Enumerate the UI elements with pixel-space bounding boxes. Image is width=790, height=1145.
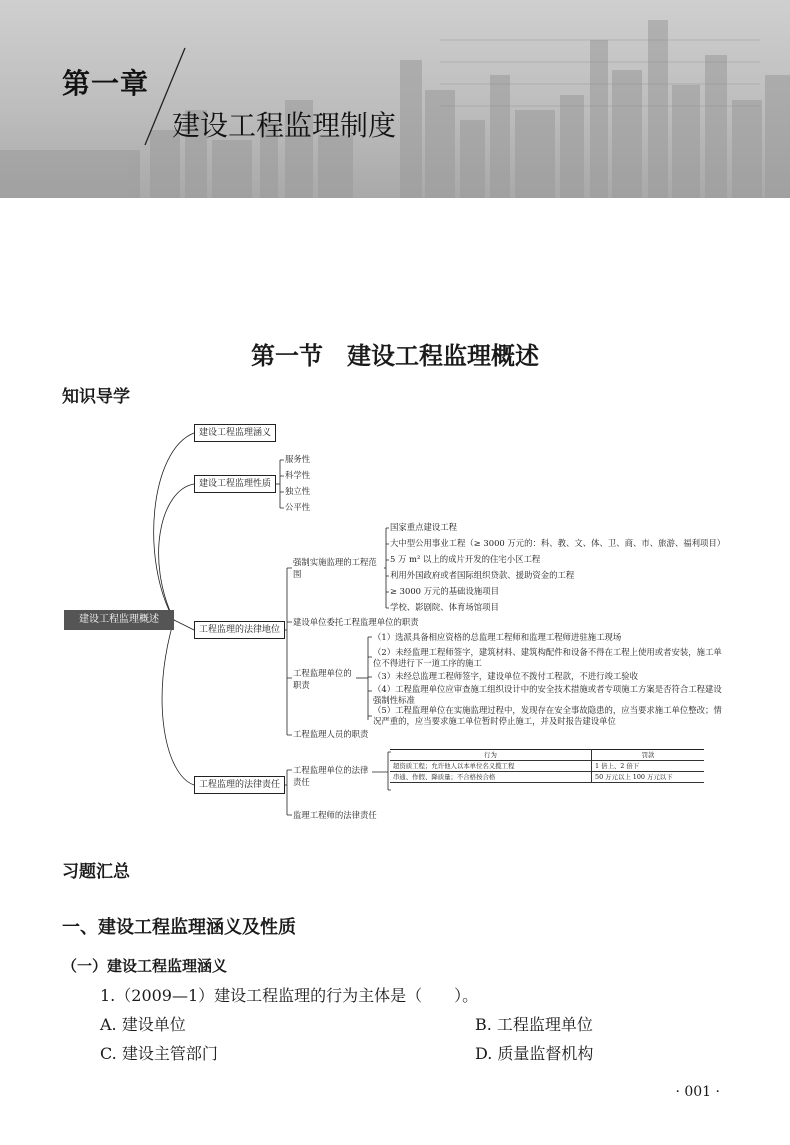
scope-item: 5 万 m² 以上的成片开发的住宅小区工程	[390, 554, 541, 564]
table-cell: 串通、作假、降质量；不合格按合格	[390, 772, 592, 783]
mindmap-root: 建设工程监理概述	[64, 610, 174, 630]
penalty-table	[390, 749, 704, 783]
nature-item: 公平性	[285, 502, 311, 512]
question-stem: 1.（2009—1）建设工程监理的行为主体是（ ）。	[100, 986, 479, 1005]
table-header-cell: 行为	[390, 750, 592, 761]
table-cell: 1 倍上、2 倍下	[592, 761, 705, 772]
unit-liability-label: 工程监理单位的法律责任	[293, 765, 369, 787]
scope-item: 利用外国政府或者国际组织贷款、援助资金的工程	[390, 570, 575, 580]
nature-item: 独立性	[285, 486, 311, 496]
page-number: · 001 ·	[675, 1084, 720, 1100]
entrust-duty: 建设单位委托工程监理单位的职责	[293, 617, 419, 627]
node-liability: 工程监理的法律责任	[194, 776, 285, 794]
knowledge-guide-heading: 知识导学	[62, 387, 130, 407]
personnel-duty: 工程监理人员的职责	[293, 729, 369, 739]
table-cell: 超资质工程；允许他人以本单位名义揽工程	[390, 761, 592, 772]
table-header-cell: 罚款	[592, 750, 705, 761]
table-header-row	[390, 750, 704, 761]
node-meaning: 建设工程监理涵义	[194, 424, 276, 442]
scope-item: 国家重点建设工程	[390, 522, 457, 532]
scope-item: 学校、影剧院、体育场馆项目	[390, 602, 499, 612]
scope-item: 大中型公用事业工程（≥ 3000 万元的：科、教、文、体、卫、商、市、旅游、福利项目）	[390, 538, 726, 548]
unit-duty-item: （5）工程监理单位在实施监理过程中，发现存在安全事故隐患的，应当要求施工单位整改；情况严重的，应当要求施工单位暂时停止施工，并及时报告建设单位	[373, 705, 722, 726]
option-b: B. 工程监理单位	[475, 1015, 593, 1034]
nature-item: 服务性	[285, 454, 311, 464]
section-title: 第一节 建设工程监理概述	[251, 342, 539, 370]
chapter-title: 建设工程监理制度	[172, 109, 397, 142]
unit-duty-item: （2）未经监理工程师签字，建筑材料、建筑构配件和设备不得在工程上使用或者安装，施工单位不得进行下一道工序的施工	[373, 647, 722, 668]
unit-duty-item: （3）未经总监理工程师签字，建设单位不拨付工程款，不进行竣工验收	[373, 671, 638, 681]
sub-heading: （一）建设工程监理涵义	[62, 957, 228, 975]
node-legal-status: 工程监理的法律地位	[194, 621, 285, 639]
option-a: A. 建设单位	[100, 1015, 186, 1034]
option-c: C. 建设主管部门	[100, 1044, 218, 1063]
unit-duty-item: （4）工程监理单位应审查施工组织设计中的安全技术措施或者专项施工方案是否符合工程建设强制性标准	[373, 684, 722, 705]
table-cell: 50 万元以上 100 万元以下	[592, 772, 705, 783]
table-row	[390, 761, 704, 772]
part-heading: 一、建设工程监理涵义及性质	[62, 917, 296, 938]
unit-duties-label: 工程监理单位的职责	[293, 668, 352, 690]
option-d: D. 质量监督机构	[475, 1044, 594, 1063]
nature-item: 科学性	[285, 470, 311, 480]
node-nature: 建设工程监理性质	[194, 475, 276, 493]
table-row	[390, 772, 704, 783]
scope-item: ≥ 3000 万元的基础设施项目	[390, 586, 500, 596]
chapter-number: 第一章	[62, 67, 150, 100]
unit-duty-item: （1）选派具备相应资格的总监理工程师和监理工程师进驻施工现场	[373, 632, 622, 642]
exercise-summary-heading: 习题汇总	[62, 862, 130, 882]
mandatory-scope-label: 强制实施监理的工程范围	[293, 557, 377, 579]
engineer-liability: 监理工程师的法律责任	[293, 810, 377, 820]
